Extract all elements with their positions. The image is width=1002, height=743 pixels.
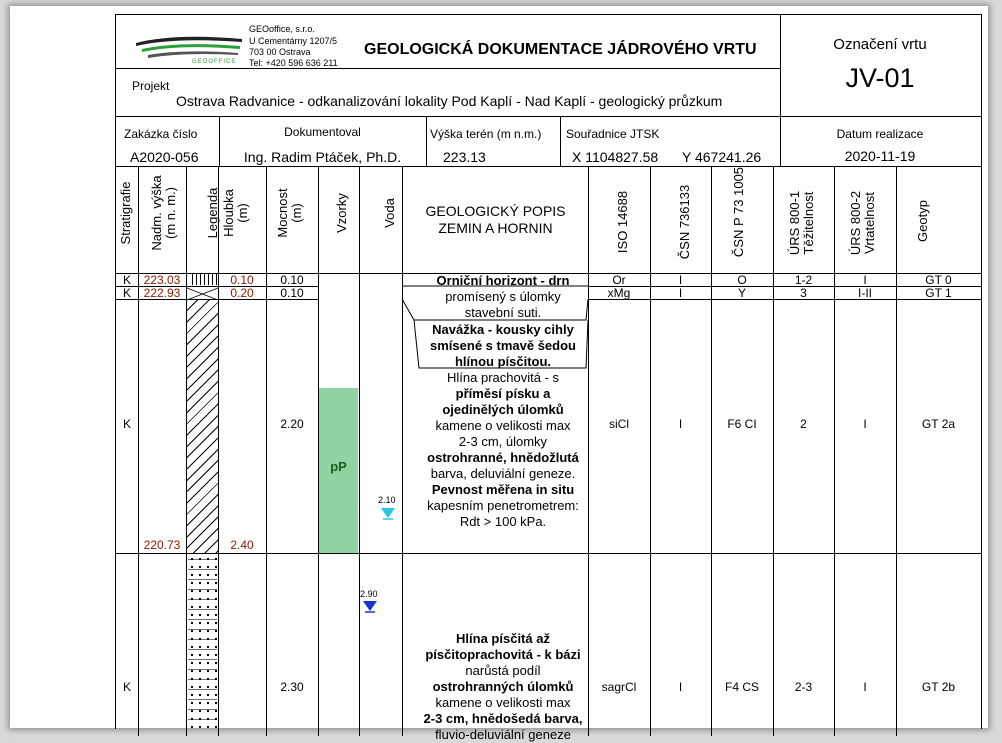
col-header-legenda: Legenda: [205, 187, 220, 239]
row2-csn2: Y: [737, 286, 746, 300]
row3-iso: siCl: [609, 417, 629, 431]
elevation-label: Výška terén (m n.m.): [430, 127, 542, 141]
row1-csn1: I: [678, 273, 683, 287]
row2-strat: K: [122, 286, 131, 300]
project-name: Ostrava Radvanice - odkanalizování lokality Pod Kaplí - Nad Kaplí - geologický průzkum: [176, 93, 723, 109]
water1-depth: 2.10: [378, 495, 396, 505]
description-layer-1: Orniční horizont - drn promísený s úlomky stavební suti.: [436, 273, 570, 320]
sample-label: pP: [330, 459, 347, 474]
row1-depth: 0.10: [230, 273, 254, 287]
document-title: GEOLOGICKÁ DOKUMENTACE JÁDROVÉHO VRTU: [364, 41, 757, 58]
row3-csn2: F6 CI: [727, 417, 757, 431]
col-header-hloubka: Hloubka (m): [221, 189, 250, 237]
col-header-stratigrafie: Stratigrafie: [118, 181, 133, 245]
row2-csn1: I: [678, 286, 683, 300]
coord-x: X 1104827.58: [572, 149, 659, 165]
row3-thick: 2.20: [280, 417, 304, 431]
documented-label: Dokumentoval: [284, 125, 361, 139]
coords-label: Souřadnice JTSK: [566, 127, 660, 141]
row1-iso: Or: [612, 273, 626, 287]
water2-depth: 2.90: [360, 589, 378, 599]
row4-geotyp: GT 2b: [921, 680, 956, 694]
row4-iso: sagrCl: [601, 680, 637, 694]
col-header-iso: ISO 14688: [615, 190, 630, 254]
row2-geotyp: GT 1: [925, 286, 952, 300]
borehole-log-sheet: [115, 14, 982, 742]
row1-thick: 0.10: [280, 273, 304, 287]
row1-urs1: 1-2: [794, 273, 813, 287]
borehole-id: JV-01: [845, 63, 915, 93]
col-header-mocnost: Mocnost (m): [275, 188, 304, 238]
col-header-csn2: ČSN P 73 1005: [731, 166, 746, 258]
row2-iso: xMg: [607, 286, 631, 300]
col-header-voda: Voda: [382, 198, 397, 228]
row2-depth: 0.20: [230, 286, 254, 300]
row3-depth: 2.40: [230, 538, 254, 552]
description-layer-3: Hlína prachovitá - s příměsí písku a ojedinělých úlomků kamene o velikosti max 2-3 cm, úlomky ostrohranné, hnědožlutá barva, deluviální geneze. Pevnost měřena in situ kapesním penetrometrem: Rdt > 100 kPa.: [427, 370, 579, 529]
col-header-popis: GEOLOGICKÝ POPIS ZEMIN A HORNIN: [425, 203, 566, 236]
col-header-csn1: ČSN 736133: [677, 184, 692, 260]
row4-csn2: F4 CS: [724, 680, 759, 694]
row4-csn1: I: [678, 680, 683, 694]
col-header-nadm-vyska: Nadm. výška (m n. m.): [149, 175, 178, 251]
col-header-geotyp: Geotyp: [915, 200, 930, 242]
company-street: U Cementárny 1207/5: [249, 36, 338, 46]
order-label: Zakázka číslo: [124, 127, 198, 141]
row1-elev: 223.03: [143, 273, 181, 287]
description-layer-2: Navážka - kousky cihly smísené s tmavě šedou hlínou písčitou.: [430, 322, 576, 369]
project-label: Projekt: [132, 79, 170, 93]
logo-text: GEOOFFICE: [192, 59, 237, 65]
company-city: 703 00 Ostrava: [249, 47, 311, 57]
coord-y: Y 467241.26: [682, 149, 762, 165]
row1-strat: K: [122, 273, 131, 287]
order-value: A2020-056: [130, 149, 199, 165]
row3-geotyp: GT 2a: [921, 417, 956, 431]
row4-urs2: I: [863, 680, 867, 694]
col-header-urs1: ÚRS 800-1 Těžitelnost: [787, 190, 816, 256]
row3-elev: 220.73: [143, 538, 181, 552]
row1-csn2: O: [737, 273, 747, 287]
date-value: 2020-11-19: [844, 148, 916, 164]
document-page: [10, 6, 988, 742]
elevation-value: 223.13: [443, 149, 486, 165]
description-layer-4: Hlína písčitá až písčitoprachovitá - k bázi narůstá podíl ostrohranných úlomků kamene o velikosti max 2-3 cm, hnědošedá barva, fluvio-deluviální geneze: [423, 631, 583, 742]
row3-csn1: I: [678, 417, 683, 431]
row3-urs1: 2: [800, 417, 807, 431]
company-phone: Tel: +420 596 636 211: [249, 58, 338, 68]
row2-urs2: I-II: [858, 286, 872, 300]
company-name: GEOoffice, s.r.o.: [249, 24, 315, 34]
row4-thick: 2.30: [280, 680, 304, 694]
row2-urs1: 3: [800, 286, 807, 300]
documented-value: Ing. Radim Ptáček, Ph.D.: [243, 149, 402, 165]
row4-urs1: 2-3: [794, 680, 813, 694]
row1-geotyp: GT 0: [925, 273, 952, 287]
col-header-vzorky: Vzorky: [334, 193, 349, 233]
row3-urs2: I: [863, 417, 867, 431]
col-header-urs2: ÚRS 800-2 Vrtatelnost: [848, 190, 877, 256]
row1-urs2: I: [863, 273, 867, 287]
row2-elev: 222.93: [143, 286, 181, 300]
row2-thick: 0.10: [280, 286, 304, 300]
borehole-label: Označení vrtu: [833, 36, 927, 53]
row4-strat: K: [122, 680, 131, 694]
date-label: Datum realizace: [836, 127, 924, 141]
row3-strat: K: [122, 417, 131, 431]
